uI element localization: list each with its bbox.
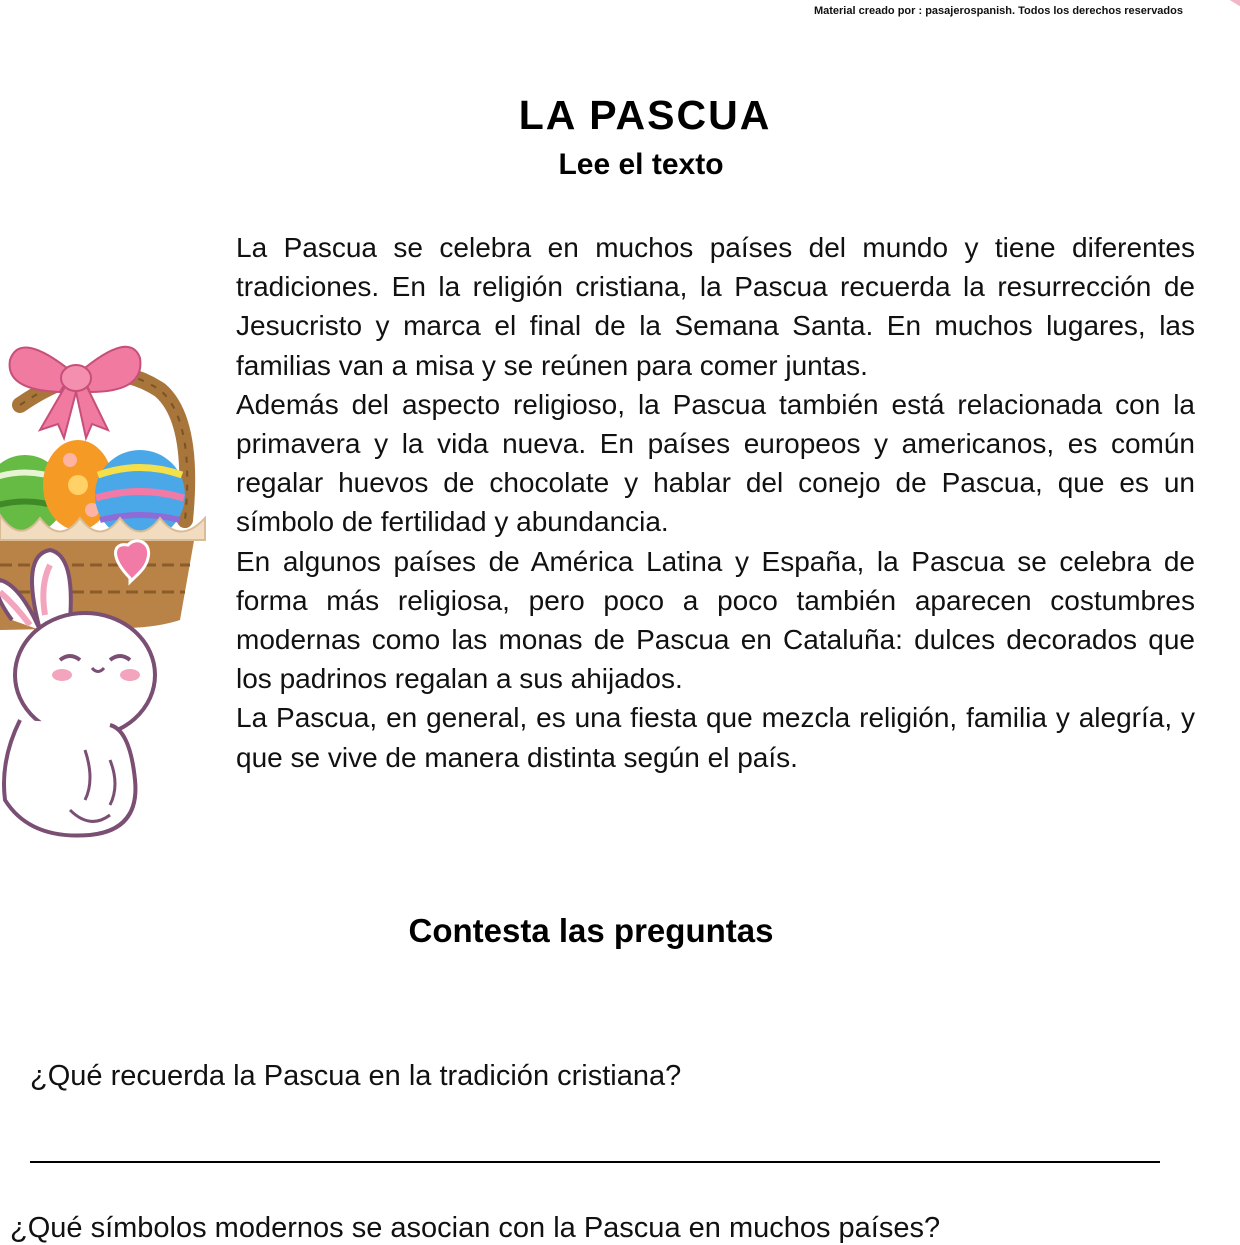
reading-paragraph-2: Además del aspecto religioso, la Pascua también está relacionada con la primavera y la vida nueva. En países europeos y americanos, es común regalar huevos de chocolate y hablar del conejo de Pascua, que es un símbolo de fertilidad y abundancia. xyxy=(236,388,1195,538)
easter-basket-bunny-icon xyxy=(0,330,215,850)
question-2: ¿Qué símbolos modernos se asocian con la Pascua en muchos países? xyxy=(10,1212,941,1244)
page-title: LA PASCUA xyxy=(518,92,772,138)
reading-paragraph-3: En algunos países de América Latina y España, la Pascua se celebra de forma más religiosa, pero poco a poco también aparecen costumbres modernas como las monas de Pascua en Cataluña: dulces decorados que los padrinos regalan a sus ahijados. xyxy=(236,545,1195,695)
page-subtitle: Lee el texto xyxy=(558,148,724,181)
question-1: ¿Qué recuerda la Pascua en la tradición cristiana? xyxy=(30,1060,682,1092)
corner-decoration-icon xyxy=(1216,0,1240,10)
questions-heading: Contesta las preguntas xyxy=(408,912,774,949)
answer-line-1[interactable] xyxy=(30,1161,1160,1163)
copyright-notice: Material creado por : pasajerospanish. Todos los derechos reservados xyxy=(813,5,1183,17)
reading-paragraph-1: La Pascua se celebra en muchos países del mundo y tiene diferentes tradiciones. En la religión cristiana, la Pascua recuerda la resurrección de Jesucristo y marca el final de la Semana Santa. En muchos lugares, las familias van a misa y se reúnen para comer juntas. xyxy=(236,232,1195,381)
reading-paragraph-4: La Pascua, en general, es una fiesta que mezcla religión, familia y alegría, y que se vive de manera distinta según el país. xyxy=(236,702,1195,773)
reading-text xyxy=(236,228,1195,777)
